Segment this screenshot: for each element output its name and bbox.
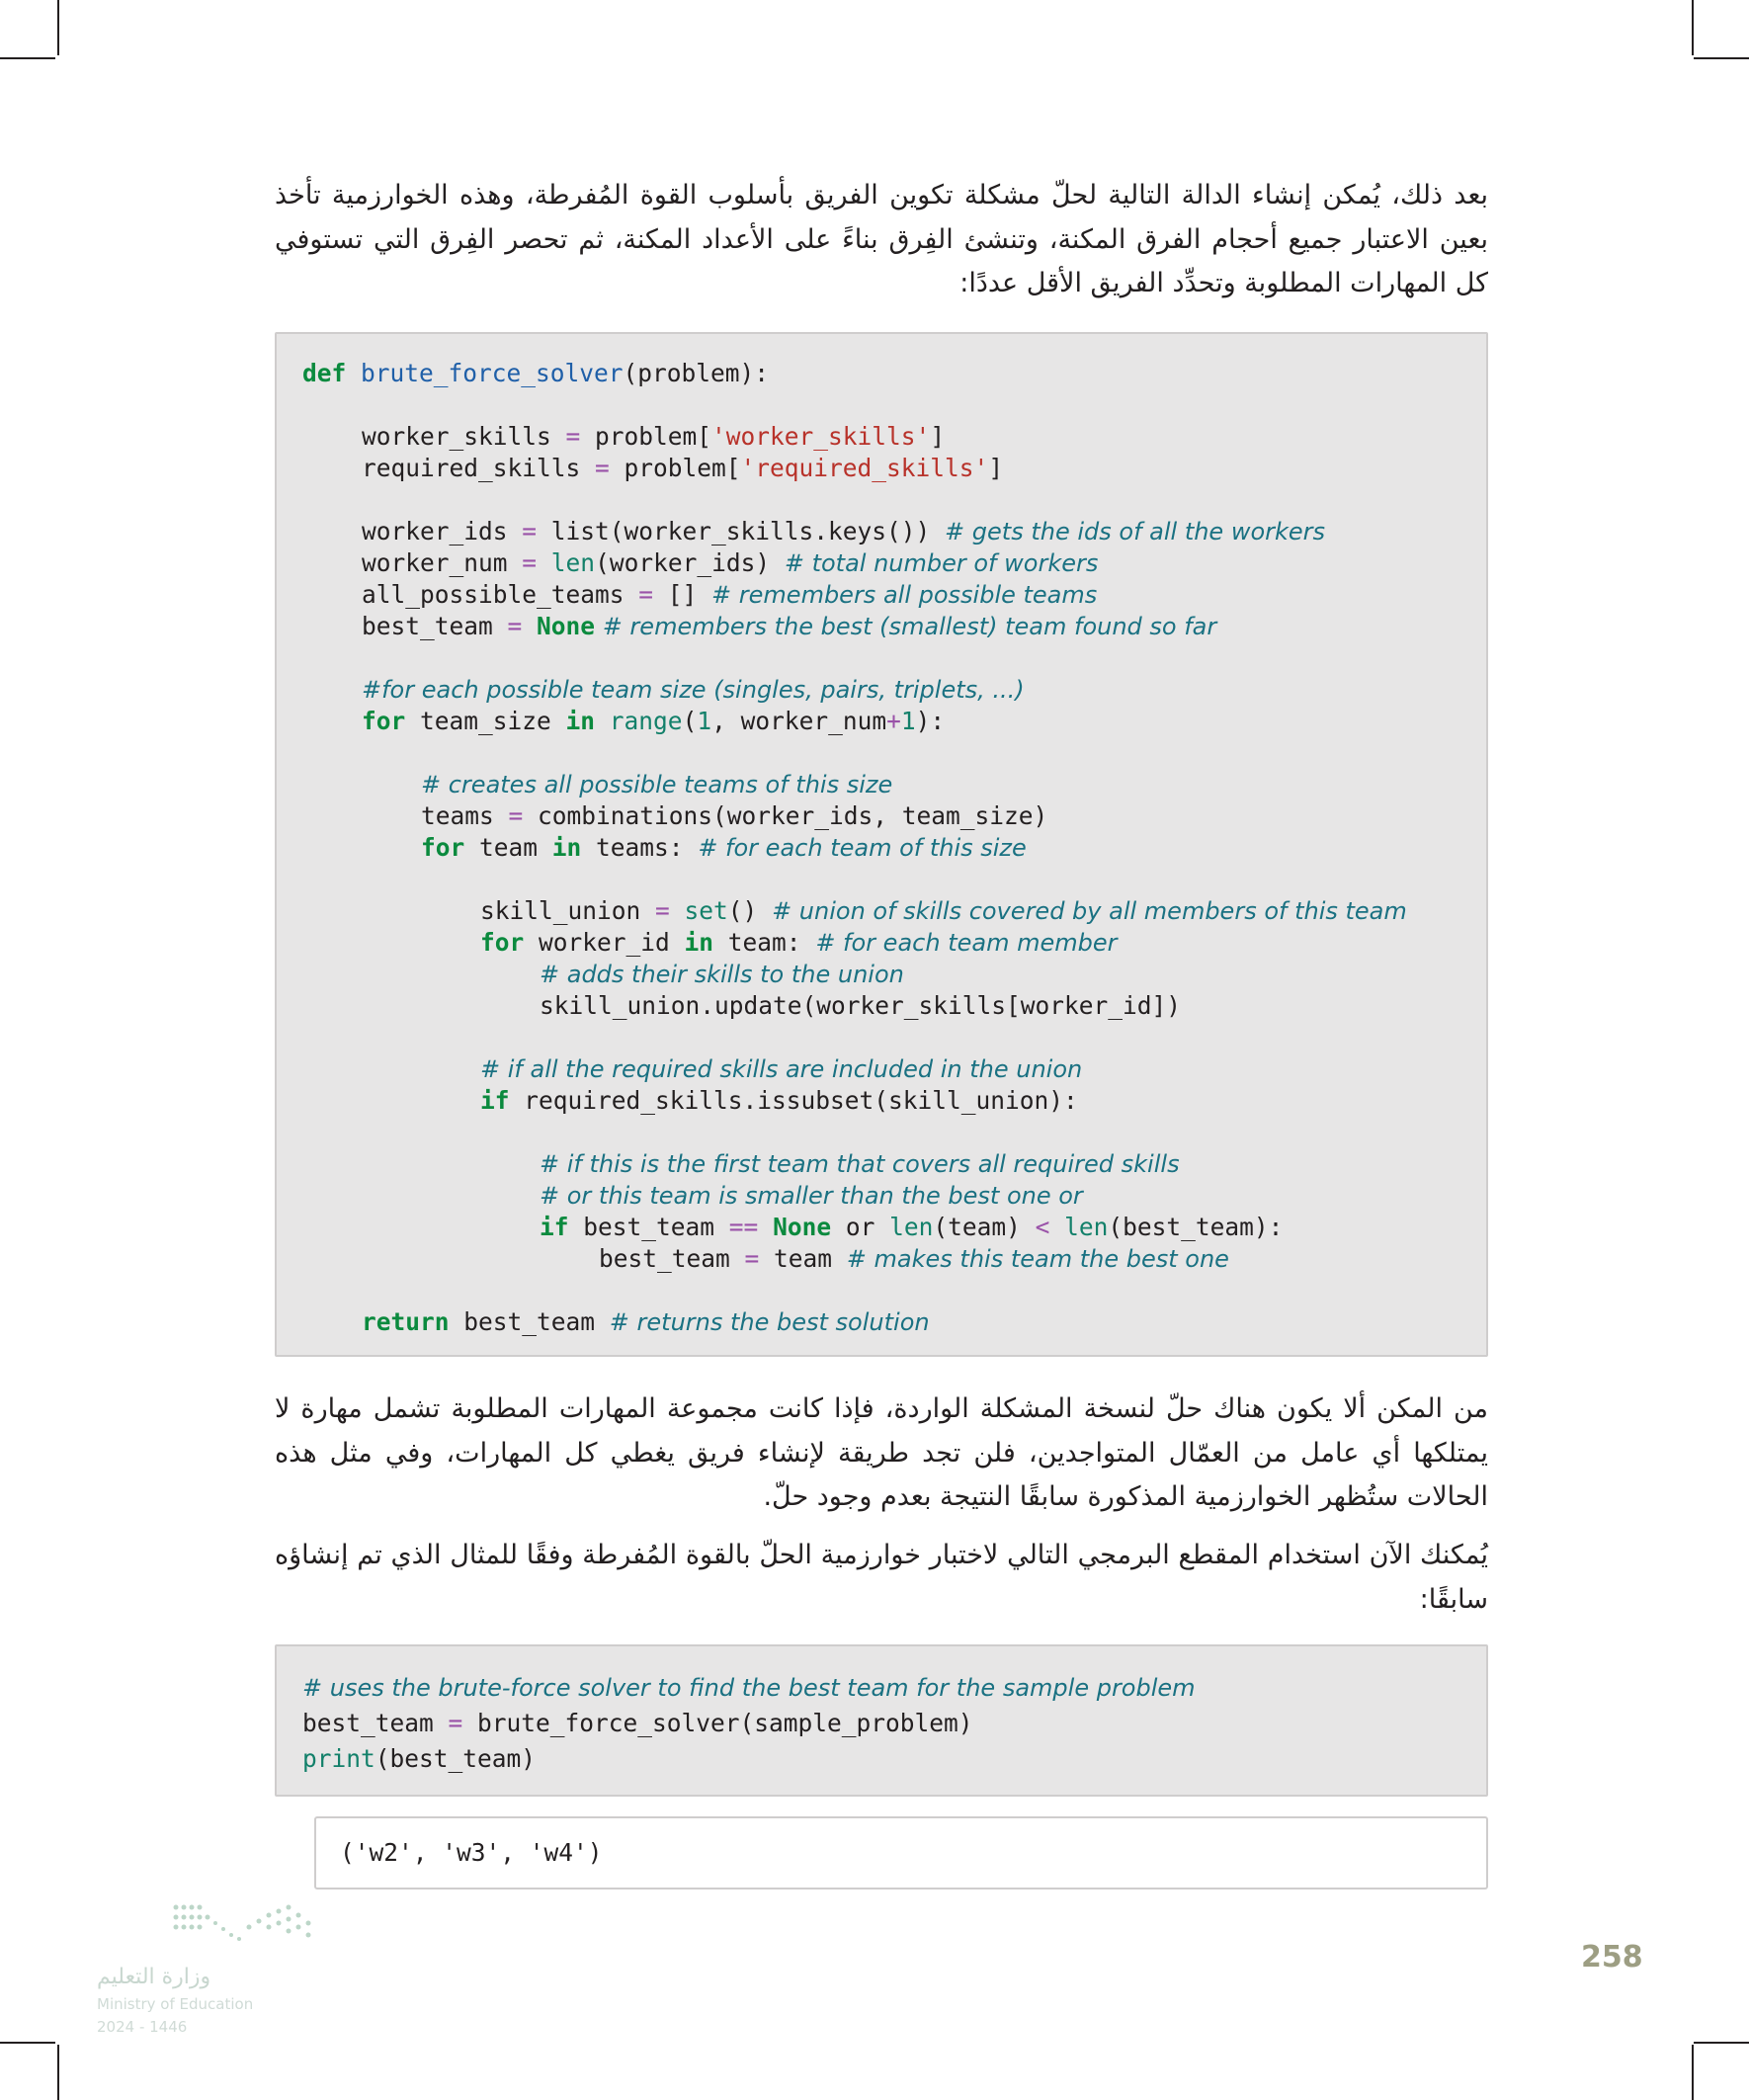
code-text: , worker_num <box>711 707 887 735</box>
code-text: (best_team): <box>1108 1213 1284 1241</box>
code-text: (worker_ids) <box>595 548 785 577</box>
code-comment: # total number of workers <box>784 549 1099 577</box>
code-text: (team) <box>933 1213 1036 1241</box>
code-text: best_team <box>449 1307 610 1336</box>
string-literal: 'required_skills' <box>740 454 989 482</box>
keyword: in <box>684 928 714 957</box>
code-text: required_skills.issubset(skill_union): <box>509 1086 1078 1115</box>
code-text: problem[ <box>609 454 741 482</box>
builtin-function: len <box>550 548 596 577</box>
intro-paragraph: بعد ذلك، يُمكن إنشاء الدالة التالية لحلّ مشكلة تكوين الفريق بأسلوب القوة المُفرطة، وهذه الخوارزمية تأخذ بعين الاعتبار جميع أحجام الفرق المكنة، وتنشئ الفِرق بناءً على الأعداد المكنة، ثم تحصر الفِرق التي تستوفي كل المهارات المطلوبة وتحدِّد الفريق الأقل عددًا: <box>275 180 1488 298</box>
code-text: combinations(worker_ids, team_size) <box>523 801 1048 830</box>
builtin-function: set <box>669 896 728 925</box>
keyword: if <box>480 1086 510 1115</box>
solver-code-block <box>275 332 1488 1357</box>
operator: + <box>886 707 901 735</box>
code-line <box>362 421 945 453</box>
code-line <box>540 990 1181 1022</box>
code-line <box>362 579 1097 611</box>
operator: = <box>565 422 581 451</box>
code-line <box>540 959 904 990</box>
code-line <box>540 1180 1083 1212</box>
keyword: for <box>421 833 465 862</box>
code-comment: #for each possible team size (singles, pairs, triplets, ...) <box>362 676 1025 704</box>
keyword: for <box>362 707 406 735</box>
code-line <box>362 453 1003 484</box>
code-text: team_size <box>405 707 566 735</box>
code-comment: # for each team member <box>815 929 1118 957</box>
code-text: skill_union <box>480 896 656 925</box>
code-text: (problem): <box>623 359 770 387</box>
keyword: in <box>551 833 582 862</box>
string-literal: 'worker_skills' <box>711 422 931 451</box>
ministry-year: 2024 - 1446 <box>97 2018 188 2036</box>
code-comment: # remembers all possible teams <box>711 581 1098 609</box>
code-comment: # returns the best solution <box>609 1308 930 1336</box>
number-literal: 1 <box>697 707 712 735</box>
code-line <box>421 832 1027 864</box>
code-text: team <box>759 1244 847 1273</box>
code-comment: # makes this team the best one <box>846 1245 1229 1273</box>
code-text: team: <box>713 928 816 957</box>
crop-mark <box>0 2042 55 2044</box>
code-line <box>302 1708 973 1739</box>
code-text: worker_ids <box>362 517 523 546</box>
function-name: brute_force_solver <box>361 359 624 387</box>
code-text: ( <box>682 707 698 735</box>
code-text: best_team <box>362 612 508 640</box>
code-comment: # creates all possible teams of this size <box>421 771 893 798</box>
code-comment: # gets the ids of all the workers <box>945 518 1326 546</box>
number-literal: 1 <box>900 707 916 735</box>
operator: = <box>638 580 654 609</box>
operator: = <box>595 454 610 482</box>
code-text: all_possible_teams <box>362 580 639 609</box>
code-text: best_team <box>568 1213 729 1241</box>
code-text: best_team <box>302 1709 449 1737</box>
keyword: None <box>537 612 596 640</box>
builtin-function: len <box>1064 1213 1109 1241</box>
code-text: team <box>464 833 552 862</box>
code-line <box>302 1743 536 1775</box>
keyword: None <box>773 1213 832 1241</box>
crop-mark <box>1694 2042 1749 2044</box>
no-solution-paragraph: من المكن ألا يكون هناك حلّ لنسخة المشكلة الواردة، فإذا كانت مجموعة المهارات المطلوبة تشمل مهارة لا يمتلكها أي عامل من العمّال المتواجدين، فلن تجد طريقة لإنشاء فريق يغطي كل المهارات، وفي مثل هذه الحالات ستُظهر الخوارزمية المذكورة سابقًا النتيجة بعدم وجود حلّ. <box>275 1393 1488 1512</box>
code-comment: # union of skills covered by all members of this team <box>772 897 1407 925</box>
code-text: worker_id <box>524 928 685 957</box>
crop-mark <box>1692 2045 1694 2100</box>
operator: < <box>1035 1213 1050 1241</box>
builtin-function: range <box>595 707 683 735</box>
operator: == <box>728 1213 759 1241</box>
code-text: [] <box>653 580 712 609</box>
code-line <box>540 1148 1180 1180</box>
code-text: brute_force_solver(sample_problem) <box>462 1709 973 1737</box>
code-line <box>362 1306 930 1338</box>
code-comment: # or this team is smaller than the best one or <box>540 1182 1083 1210</box>
operator: = <box>522 548 538 577</box>
crop-mark <box>0 57 55 59</box>
operator: = <box>744 1244 760 1273</box>
code-comment: # for each team of this size <box>698 834 1027 862</box>
page-number: 258 <box>1581 1940 1643 1974</box>
code-text: list(worker_skills.keys()) <box>537 517 946 546</box>
output-box <box>314 1816 1488 1890</box>
code-text: () <box>727 896 773 925</box>
code-text: ): <box>915 707 946 735</box>
ministry-name-arabic: وزارة التعليم <box>97 1965 211 1989</box>
code-line <box>421 800 1047 832</box>
code-text: ] <box>988 454 1004 482</box>
code-text: ] <box>930 422 946 451</box>
keyword: return <box>362 1307 450 1336</box>
code-line <box>362 706 945 737</box>
code-comment: # adds their skills to the union <box>540 961 904 988</box>
operator: = <box>448 1709 463 1737</box>
code-text: worker_num <box>362 548 523 577</box>
code-line <box>480 1053 1082 1085</box>
code-text: teams <box>421 801 509 830</box>
code-line <box>362 516 1325 547</box>
ministry-logo-icon <box>168 1899 326 1959</box>
code-text: skill_union.update(worker_skills[worker_id]) <box>540 991 1182 1020</box>
keyword: in <box>565 707 596 735</box>
code-line <box>302 358 769 389</box>
operator: = <box>508 801 524 830</box>
code-line <box>302 1672 1196 1704</box>
code-text: or <box>831 1213 890 1241</box>
code-text: worker_skills <box>362 422 566 451</box>
code-line <box>362 674 1025 706</box>
builtin-function: len <box>889 1213 934 1241</box>
code-line <box>480 895 1407 927</box>
operator: = <box>507 612 523 640</box>
code-line <box>480 927 1117 959</box>
crop-mark <box>1692 0 1694 55</box>
code-line <box>362 547 1098 579</box>
output-text: ('w2', 'w3', 'w4') <box>340 1838 603 1867</box>
keyword: def <box>302 359 347 387</box>
code-text: (best_team) <box>375 1744 537 1773</box>
code-comment: # remembers the best (smallest) team found so far <box>595 613 1217 640</box>
code-comment: # uses the brute-force solver to find the best team for the sample problem <box>302 1674 1196 1702</box>
operator: = <box>522 517 538 546</box>
builtin-function: print <box>302 1744 375 1773</box>
code-text: best_team <box>599 1244 745 1273</box>
crop-mark <box>57 0 59 55</box>
code-line <box>540 1212 1283 1243</box>
code-line <box>362 611 1216 642</box>
operator: = <box>655 896 670 925</box>
keyword: for <box>480 928 525 957</box>
test-code-block <box>275 1644 1488 1797</box>
code-text: teams: <box>581 833 699 862</box>
code-line <box>599 1243 1229 1275</box>
code-line <box>421 769 892 800</box>
code-comment: # if all the required skills are included in the union <box>480 1055 1083 1083</box>
code-text: problem[ <box>580 422 712 451</box>
crop-mark <box>1694 57 1749 59</box>
ministry-name-english: Ministry of Education <box>97 1995 254 2013</box>
code-line <box>480 1085 1078 1117</box>
test-paragraph: يُمكنك الآن استخدام المقطع البرمجي التالي لاختبار خوارزمية الحلّ بالقوة المُفرطة وفقًا للمثال الذي تم إنشاؤه سابقًا: <box>275 1540 1488 1615</box>
keyword: if <box>540 1213 569 1241</box>
crop-mark <box>57 2045 59 2100</box>
code-comment: # if this is the first team that covers all required skills <box>540 1150 1180 1178</box>
code-text: required_skills <box>362 454 596 482</box>
